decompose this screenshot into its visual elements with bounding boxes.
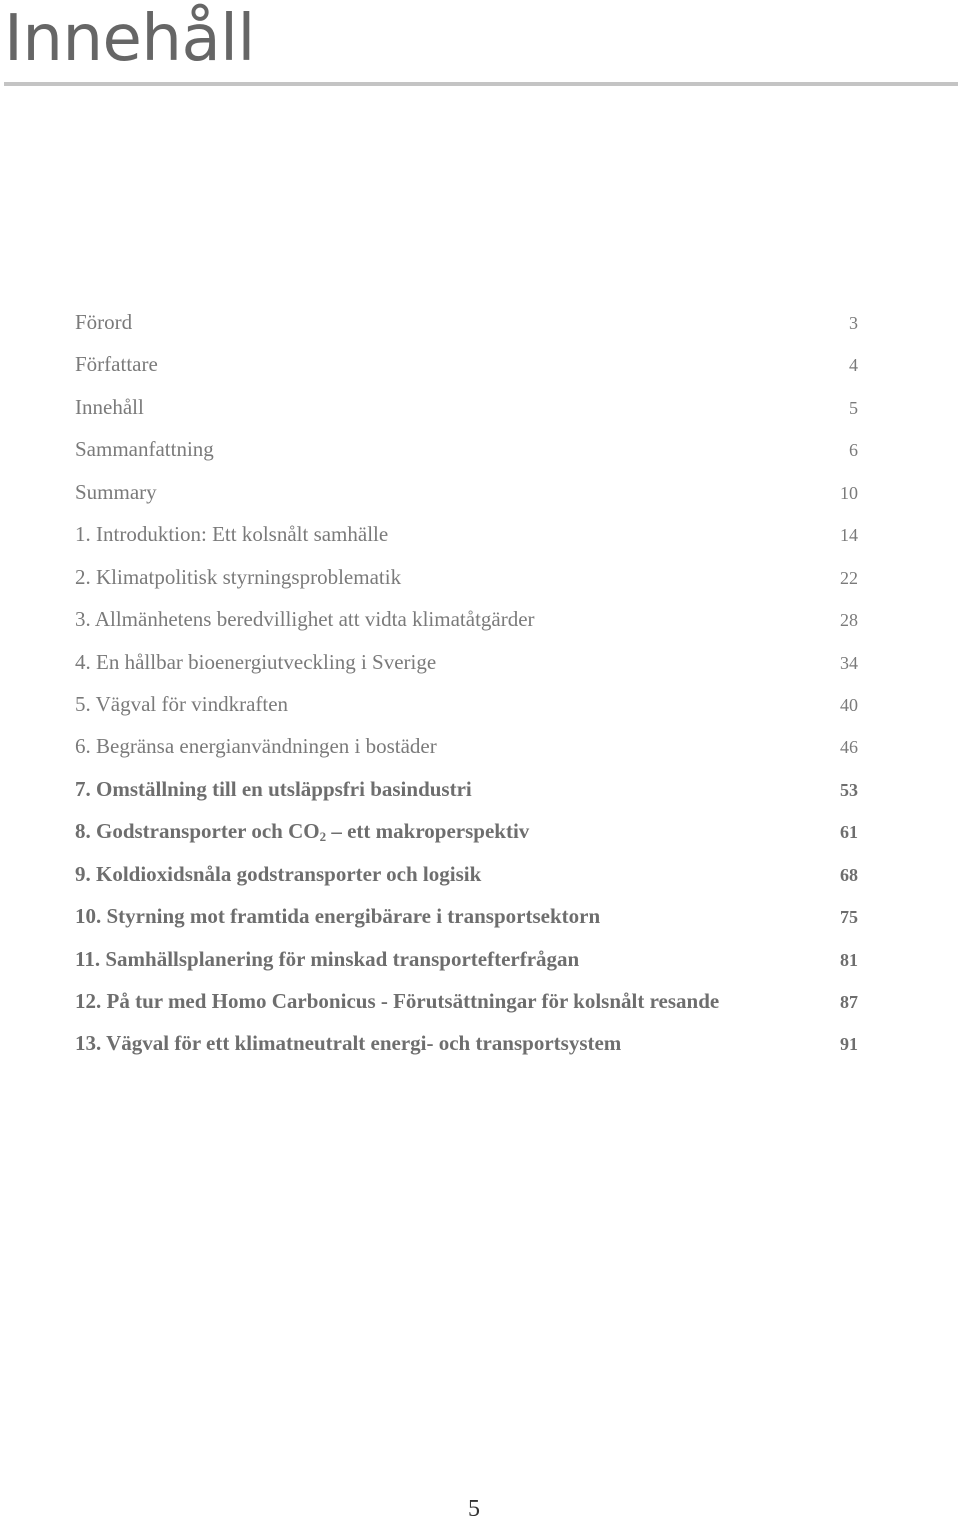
toc-entry-page: 22 xyxy=(840,567,858,588)
toc-entry-chapter-11[interactable] xyxy=(75,938,858,980)
toc-entry-chapter-5[interactable] xyxy=(75,683,858,725)
toc-entry-title: Författare xyxy=(75,352,158,377)
toc-entry-page: 6 xyxy=(849,440,858,461)
toc-entry-title: 10. Styrning mot framtida energibärare i transportsektorn xyxy=(75,904,601,929)
toc-entry-title-part: – ett makroperspektiv xyxy=(326,819,530,844)
toc-entry-page: 28 xyxy=(840,610,858,631)
toc-entry-title: Innehåll xyxy=(75,394,144,419)
toc-entry-chapter-8[interactable] xyxy=(75,810,858,852)
toc-entry-title: 4. En hållbar bioenergiutveckling i Sverige xyxy=(75,649,437,674)
co2-subscript: 2 xyxy=(319,829,327,845)
toc-entry-page: 46 xyxy=(840,737,858,758)
toc-entry-page: 68 xyxy=(840,864,858,885)
toc-entry-title: 2. Klimatpolitisk styrningsproblematik xyxy=(75,564,402,589)
toc-entry-title: 13. Vägval för ett klimatneutralt energi- och transportsystem xyxy=(75,1031,622,1056)
toc-entry-chapter-12[interactable] xyxy=(75,980,858,1022)
toc-entry-title-part: 8. Godstransporter och CO xyxy=(75,819,320,844)
toc-entry-title: Summary xyxy=(75,479,157,504)
toc-entry-title xyxy=(75,810,808,855)
toc-entry-title: 7. Omställning till en utsläppsfri basindustri xyxy=(75,776,472,801)
toc-entry-page: 61 xyxy=(840,822,858,843)
toc-entry-chapter-2[interactable] xyxy=(75,556,858,598)
toc-entry-page: 4 xyxy=(849,355,858,376)
toc-entry-chapter-9[interactable] xyxy=(75,853,858,895)
toc-entry-chapter-3[interactable] xyxy=(75,598,858,640)
toc-entry-page: 34 xyxy=(840,652,858,673)
toc-entry-title: 5. Vägval för vindkraften xyxy=(75,691,289,716)
toc-entry-title: 9. Koldioxidsnåla godstransporter och logisik xyxy=(75,861,482,886)
page-number: 5 xyxy=(468,1496,480,1522)
toc-entry-page: 91 xyxy=(840,1034,858,1055)
toc-entry-title: Sammanfattning xyxy=(75,437,214,462)
toc-entry-forord[interactable] xyxy=(75,301,858,343)
toc-entry-title: 3. Allmänhetens beredvillighet att vidta klimatåtgärder xyxy=(75,607,535,632)
toc-entry-chapter-10[interactable] xyxy=(75,895,858,937)
toc-entry-summary[interactable] xyxy=(75,471,858,513)
toc-entry-sammanfattning[interactable] xyxy=(75,428,858,470)
toc-entry-page: 3 xyxy=(849,313,858,333)
toc-entry-page: 40 xyxy=(840,694,858,715)
toc-entry-page: 10 xyxy=(840,482,858,503)
toc-entry-chapter-7[interactable] xyxy=(75,768,858,810)
toc-entry-page: 14 xyxy=(840,525,858,546)
toc-entry-page: 5 xyxy=(849,397,858,418)
toc-entry-title: 11. Samhällsplanering för minskad transportefterfrågan xyxy=(75,946,580,971)
toc-entry-innehall[interactable] xyxy=(75,386,858,428)
toc-entry-title: 6. Begränsa energianvändningen i bostäder xyxy=(75,734,437,759)
heading-divider xyxy=(4,82,958,86)
page-title: Innehåll xyxy=(4,2,255,76)
toc-entry-chapter-1[interactable] xyxy=(75,513,858,555)
toc-entry-title: 12. På tur med Homo Carbonicus - Förutsättningar för kolsnålt resande xyxy=(75,989,720,1013)
toc-entry-chapter-4[interactable] xyxy=(75,641,858,683)
toc-entry-chapter-6[interactable] xyxy=(75,725,858,767)
toc-entry-forfattare[interactable] xyxy=(75,343,858,385)
toc-entry-page: 81 xyxy=(840,949,858,970)
toc-entry-page: 75 xyxy=(840,907,858,928)
toc-entry-page: 53 xyxy=(840,779,858,800)
toc-entry-chapter-13[interactable] xyxy=(75,1022,858,1064)
table-of-contents xyxy=(75,301,858,1065)
toc-entry-title: Förord xyxy=(75,310,133,334)
toc-entry-title: 1. Introduktion: Ett kolsnålt samhälle xyxy=(75,522,389,547)
toc-entry-page: 87 xyxy=(840,992,858,1012)
